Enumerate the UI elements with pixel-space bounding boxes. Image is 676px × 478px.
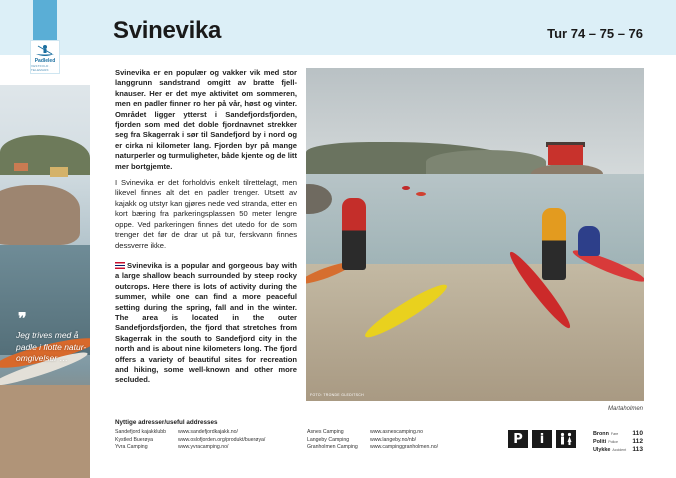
page-title: Svinevika: [113, 17, 222, 44]
emergency-numbers: [593, 430, 643, 454]
emergency-row: [593, 438, 643, 446]
article-column: [115, 68, 297, 386]
uk-flag-icon: [115, 262, 125, 269]
emergency-kind: Accident: [612, 448, 627, 452]
address-url[interactable]: www.sandefjordkajakk.no/: [178, 429, 238, 435]
address-name: Sandefjord kajakklubb: [115, 429, 167, 435]
paddler-figure: [542, 208, 566, 280]
address-url[interactable]: www.asnescamping.no: [370, 429, 424, 435]
address-url[interactable]: www.campinggranholmen.no/: [370, 444, 439, 451]
house-shape: [14, 163, 28, 171]
logo-text: Padleled: [34, 58, 56, 64]
emergency-number: 113: [632, 446, 643, 453]
padleled-logo: [30, 40, 60, 74]
sand-area: [0, 385, 90, 478]
photo-credit: FOTO: TRONDE GLEDITSCH: [310, 393, 364, 397]
emergency-row: [593, 446, 643, 454]
address-urls-left: [178, 429, 265, 452]
rock-shape: [0, 185, 80, 245]
info-icon: i: [532, 430, 552, 448]
emergency-name: Bronn: [593, 431, 609, 437]
quote-icon: ❞: [18, 309, 27, 328]
addresses-title: Nyttige adresser/useful addresses: [115, 419, 218, 426]
facility-icons: [508, 430, 576, 448]
address-url[interactable]: www.langeby.no/nb/: [370, 436, 417, 443]
paddler-figure: [578, 226, 600, 256]
address-names-right: [307, 429, 358, 452]
distant-kayak: [402, 186, 410, 190]
emergency-kind: Police: [608, 440, 618, 444]
emergency-row: [593, 430, 643, 438]
logo-subtext: VESTFOLD · TELEMARK: [31, 64, 51, 72]
address-url[interactable]: www.oslofjorden.org/produkt/buerøya/: [178, 436, 266, 443]
body-paragraph: I Svinevika er det forholdvis enkelt tilrettelagt, men likevel finnes alt det en padler trenger. Utsett av kajakk og utstyr kan gjøres nede ved stranda, etter en kort bæring fra parkeringsplassen 50 meter lengre oppe. Ved parkeringen finnes det utedo for de som trenger det før de drar ut på tur, ferskvann finnes dessverre ikke.: [115, 178, 297, 250]
english-text: Svinevika is a popular and gorgeous bay with a large shallow beach surrounded by steep rocky outcrops. Here there is lots of activity during the summer, while one can find a more peaceful setting during the spring, fall and in the winter. The area is located in the outer Sandefjordsfjorden, the fjord that stretches from Skagerrak in the south to Sandefjord city in the north and is about nine kilometers long. The fjord offers a variety of beautiful sites for recreation and hiking, some well-known and other more secluded.: [115, 260, 297, 385]
address-name: Asnes Camping: [307, 429, 344, 435]
emergency-number: 110: [632, 430, 643, 437]
paddler-figure: [342, 198, 366, 270]
emergency-name: Politi: [593, 439, 607, 445]
kayaker-icon: [34, 44, 56, 58]
main-photo: [306, 68, 644, 401]
address-urls-right: [370, 429, 438, 452]
address-name: Granholmen Camping: [307, 444, 358, 451]
beach-area: [306, 264, 644, 401]
tour-number: Tur 74 – 75 – 76: [547, 26, 643, 41]
photo-caption: Martaholmen: [607, 406, 643, 412]
parking-icon: P: [508, 430, 528, 448]
house-shape: [50, 167, 68, 177]
address-url[interactable]: www.yvracamping.no/: [178, 444, 229, 451]
address-names-left: [115, 429, 166, 452]
distant-kayak: [416, 192, 426, 196]
logo-ribbon: [33, 0, 57, 44]
emergency-kind: Fare: [610, 432, 619, 436]
english-paragraph: [115, 261, 297, 386]
land-shape: [426, 150, 546, 174]
address-name: Langeby Camping: [307, 436, 350, 443]
boathouse-shape: [548, 145, 583, 165]
address-name: Kystled Buerøya: [115, 436, 154, 443]
intro-paragraph: Svinevika er en populær og vakker vik med stor langgrunn sandstrand omgitt av bratte fjell-knauser. Her er det mye aktivitet om sommeren, men en padler finner ro her på vår, høst og vinter. Området ligger ytterst i Sandefjordsfjorden, fjorden som med det doble fjordnavnet strekker seg fra Skagerrak i sør til Sandefjord by i nord og er cirka ni kilometer lang. Fjorden byr på mange naturperler og turmuligheter, både kjente og de litt mer bortgjemte.: [115, 68, 297, 171]
address-name: Yvra Camping: [115, 444, 148, 451]
toilet-icon: [556, 430, 576, 448]
sidebar-quote: Jeg trives med å padle i flotte natur-omgivelser …: [16, 330, 87, 363]
left-photo-strip: [0, 85, 90, 478]
emergency-name: Ulykke: [593, 447, 611, 453]
emergency-number: 112: [632, 438, 643, 445]
